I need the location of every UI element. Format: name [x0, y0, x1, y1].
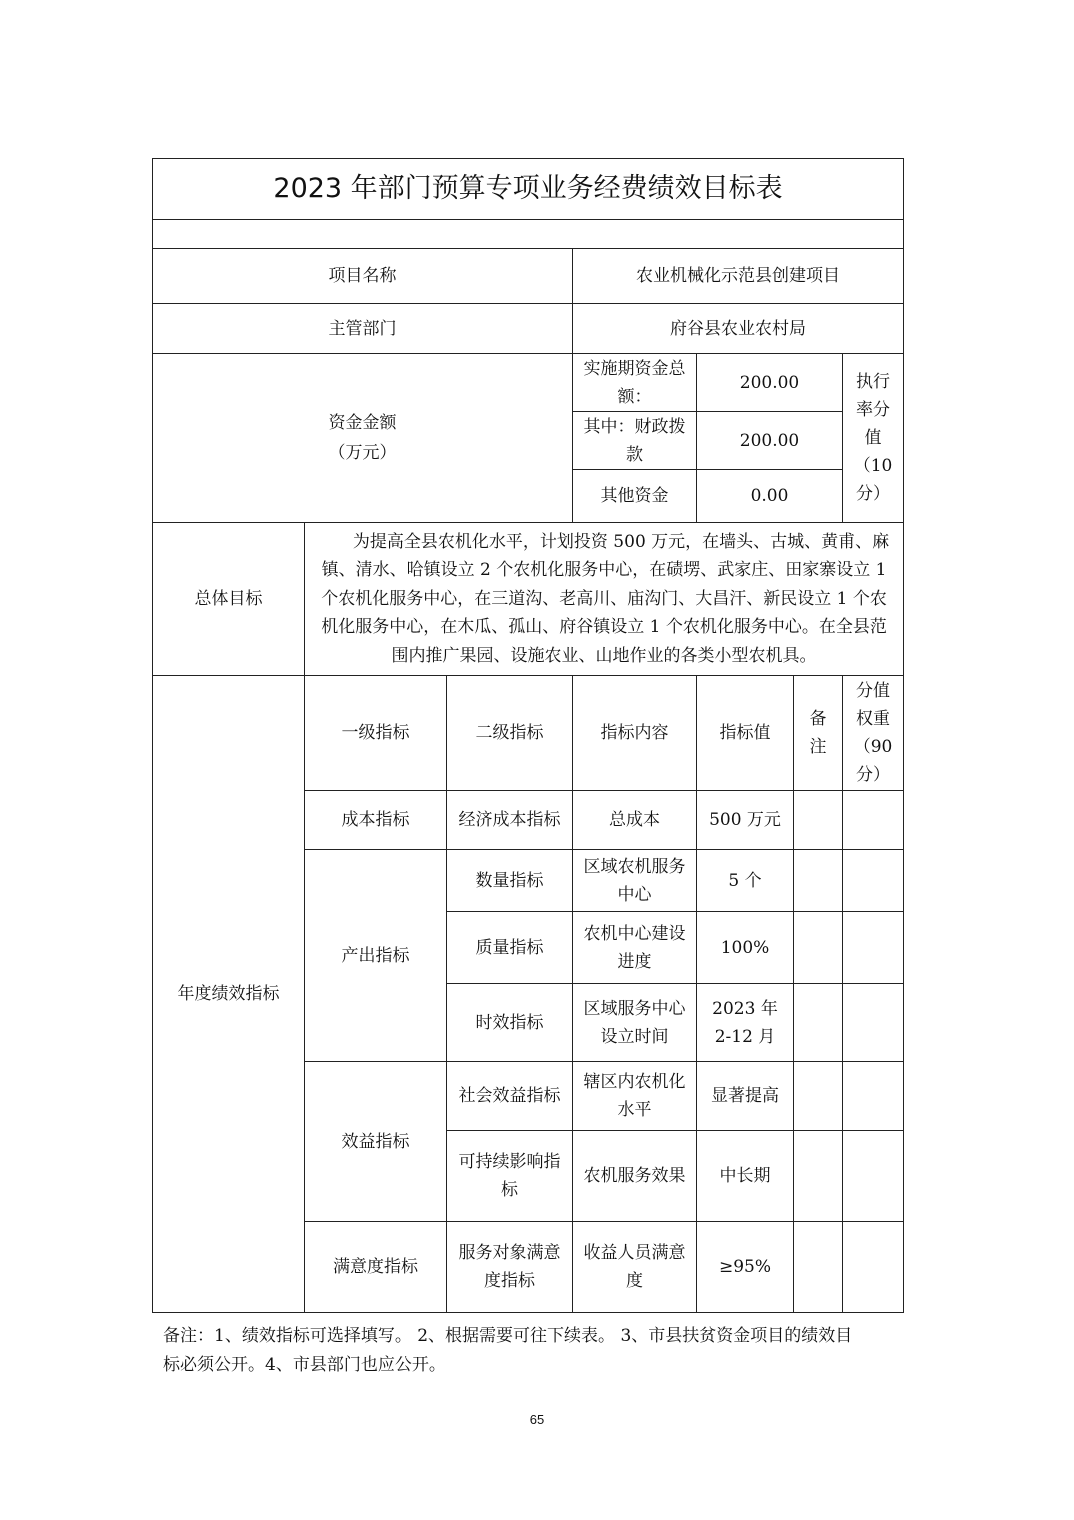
- quality-content: 农机中心建设进度: [573, 912, 697, 984]
- quality-level2: 质量指标: [447, 912, 573, 984]
- cost-level1: 成本指标: [305, 791, 447, 850]
- sustain-weight: [843, 1131, 904, 1222]
- sustain-content: 农机服务效果: [573, 1131, 697, 1222]
- quantity-content: 区域农机服务中心: [573, 850, 697, 912]
- satisfaction-value: ≥95%: [697, 1222, 794, 1313]
- timeliness-level2: 时效指标: [447, 984, 573, 1062]
- benefit-level1: 效益指标: [305, 1062, 447, 1222]
- social-content: 辖区内农机化水平: [573, 1062, 697, 1131]
- dept-value: 府谷县农业农村局: [573, 304, 904, 354]
- output-level1: 产出指标: [305, 850, 447, 1062]
- timeliness-content: 区域服务中心设立时间: [573, 984, 697, 1062]
- annual-label: 年度绩效指标: [153, 676, 305, 1313]
- footnote: 备注：1、绩效指标可选择填写。 2、根据需要可往下续表。 3、市县扶贫资金项目的绩效目标必须公开。4、市县部门也应公开。: [163, 1326, 853, 1375]
- satisfaction-weight: [843, 1222, 904, 1313]
- quantity-value: 5 个: [697, 850, 794, 912]
- quality-weight: [843, 912, 904, 984]
- satisfaction-level1: 满意度指标: [305, 1222, 447, 1313]
- social-remark: [794, 1062, 843, 1131]
- page-number: 65: [529, 1412, 545, 1427]
- social-level2: 社会效益指标: [447, 1062, 573, 1131]
- social-value: 显著提高: [697, 1062, 794, 1131]
- satisfaction-remark: [794, 1222, 843, 1313]
- header-remark: 备注: [794, 676, 843, 791]
- project-name-value: 农业机械化示范县创建项目: [573, 249, 904, 304]
- quantity-level2: 数量指标: [447, 850, 573, 912]
- cost-content: 总成本: [573, 791, 697, 850]
- funds-fiscal-label: 其中：财政拨款: [573, 412, 697, 470]
- rate-label: 执行率分值（10分）: [843, 354, 904, 523]
- social-weight: [843, 1062, 904, 1131]
- quantity-remark: [794, 850, 843, 912]
- quality-value: 100%: [697, 912, 794, 984]
- dept-label: 主管部门: [153, 304, 573, 354]
- satisfaction-level2: 服务对象满意度指标: [447, 1222, 573, 1313]
- project-name-label: 项目名称: [153, 249, 573, 304]
- satisfaction-content: 收益人员满意度: [573, 1222, 697, 1313]
- timeliness-value: 2023 年 2-12 月: [697, 984, 794, 1062]
- goal-text: 为提高全县农机化水平，计划投资 500 万元，在墙头、古城、黄甫、麻镇、清水、哈镇设立 2 个农机化服务中心，在碛塄、武家庄、田家寨设立 1 个农机化服务中心，在三道沟、老高川、庙沟门、大昌汗、新民设立 1 个农机化服务中心，在木瓜、孤山、府谷镇设立 1 个农机化服务中心。在全县范围内推广果园、设施农业、山地作业的各类小型农机具。: [305, 523, 904, 676]
- funds-other-value: 0.00: [697, 470, 843, 523]
- sustain-remark: [794, 1131, 843, 1222]
- funds-total-label: 实施期资金总额：: [573, 354, 697, 412]
- funds-label: 资金金额 （万元）: [153, 354, 573, 523]
- header-value: 指标值: [697, 676, 794, 791]
- timeliness-weight: [843, 984, 904, 1062]
- sustain-value: 中长期: [697, 1131, 794, 1222]
- timeliness-remark: [794, 984, 843, 1062]
- header-weight: 分值权重（90分）: [843, 676, 904, 791]
- quality-remark: [794, 912, 843, 984]
- funds-total-value: 200.00: [697, 354, 843, 412]
- funds-fiscal-value: 200.00: [697, 412, 843, 470]
- header-level1: 一级指标: [305, 676, 447, 791]
- cost-weight: [843, 791, 904, 850]
- cost-value: 500 万元: [697, 791, 794, 850]
- blank-row: [153, 220, 904, 249]
- quantity-weight: [843, 850, 904, 912]
- header-level2: 二级指标: [447, 676, 573, 791]
- funds-other-label: 其他资金: [573, 470, 697, 523]
- performance-target-table: [152, 158, 904, 1313]
- sustain-level2: 可持续影响指标: [447, 1131, 573, 1222]
- cost-remark: [794, 791, 843, 850]
- table-title: 2023 年部门预算专项业务经费绩效目标表: [153, 159, 904, 220]
- goal-label: 总体目标: [153, 523, 305, 676]
- header-content: 指标内容: [573, 676, 697, 791]
- cost-level2: 经济成本指标: [447, 791, 573, 850]
